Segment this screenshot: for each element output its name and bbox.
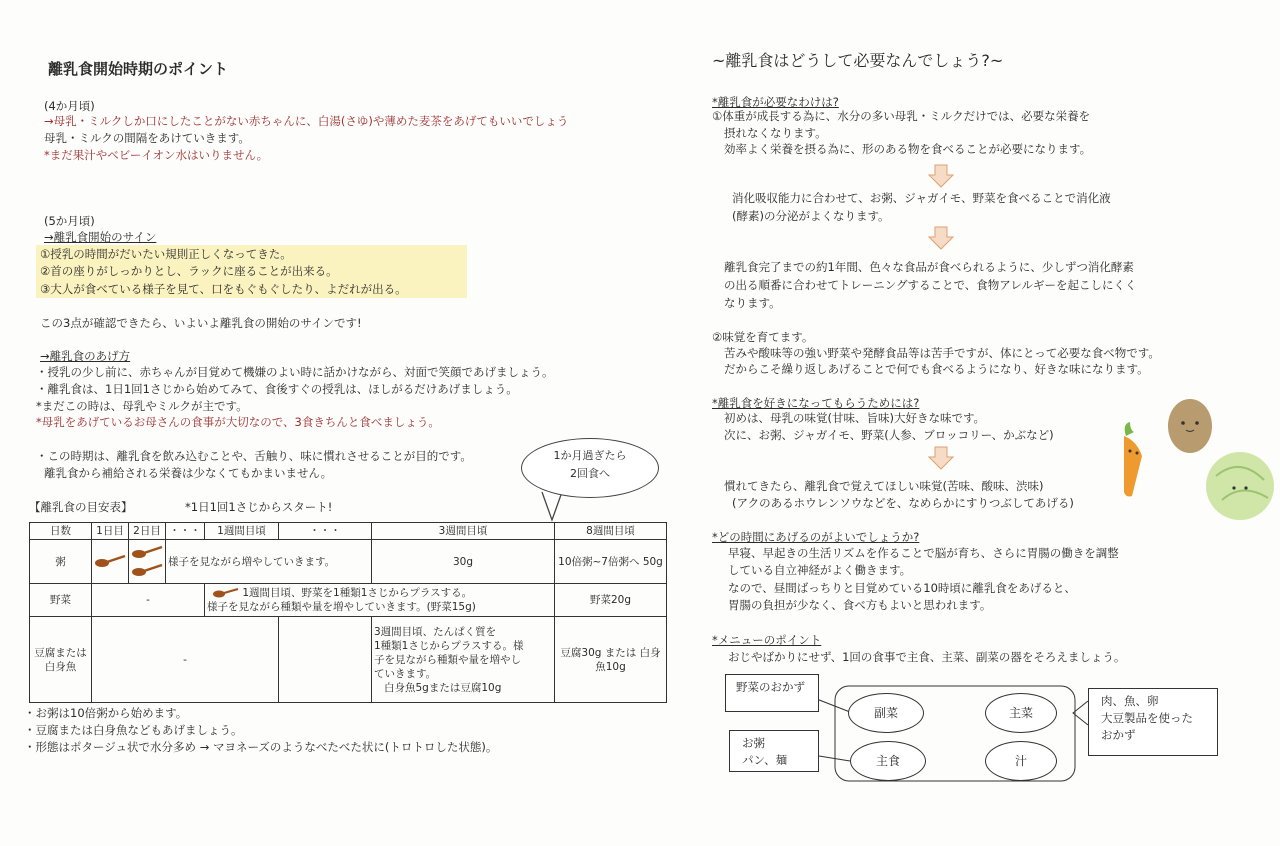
row-label-veg: 野菜	[30, 584, 92, 617]
why-line: の出る順番に合わせてトレーニングすることで、食物アレルギーを起こしにくく	[724, 278, 1137, 292]
why-heading: *離乳食が必要なわけは?	[712, 95, 839, 109]
box-main-line: 肉、魚、卵	[1101, 694, 1159, 708]
box-staple-line: パン、麺	[742, 753, 788, 767]
speech-bubble	[521, 438, 659, 498]
howto-line: *まだこの時は、母乳やミルクが主です。	[36, 399, 248, 413]
left-title: 離乳食開始時期のポイント	[48, 60, 229, 78]
box-main-dish	[1088, 688, 1218, 756]
box-staple-line: お粥	[742, 736, 765, 750]
cell-tofu-empty	[279, 617, 372, 703]
cell-veg-dash: -	[92, 584, 205, 617]
cell-porridge-w8: 10倍粥~7倍粥へ 50g	[555, 540, 667, 584]
table-caption: 【離乳食の目安表】	[29, 500, 133, 514]
m4-heading: (4か月頃)	[44, 99, 95, 113]
tofu-w3-line: 3週間目頃、たんぱく質を	[374, 625, 497, 638]
box-staple	[729, 730, 819, 772]
sign-heading: →離乳食開始のサイン	[44, 230, 157, 244]
like-line: (アクのあるホウレンソウなどを、なめらかにすりつぶしてあげる)	[732, 496, 1074, 510]
m4-line1: →母乳・ミルクしか口にしたことがない赤ちゃんに、白湯(さゆ)や薄めた麦茶をあげてもいいでしょう	[44, 114, 569, 128]
potato-icon	[1168, 399, 1212, 453]
m4-line3: *まだ果汁やベビーイオン水はいりません。	[44, 148, 269, 162]
sign-1: ①授乳の時間がだいたい規則正しくなってきた。	[40, 247, 292, 261]
when-line: なので、昼間ばっちりと目覚めている10時頃に離乳食をあげると、	[728, 581, 1076, 595]
carrot-icon	[1124, 422, 1142, 497]
spoon-icon	[131, 544, 163, 580]
cell-tofu-dash: -	[92, 617, 279, 703]
th-day1: 1日目	[92, 523, 129, 540]
oval-side-dish	[848, 693, 924, 733]
th-dots: ・・・	[279, 523, 372, 540]
cell-veg-text	[205, 584, 555, 617]
m5-heading: (5か月頃)	[44, 214, 95, 228]
oval-main-dish	[985, 693, 1057, 733]
row-label-porridge: 粥	[30, 540, 92, 584]
when-heading: *どの時間にあげるのがよいでしょうか?	[712, 530, 920, 544]
confirm-text: この3点が確認できたら、いよいよ離乳食の開始のサインです!	[40, 316, 362, 330]
right-title: ~離乳食はどうして必要なんでしょう?~	[712, 51, 1004, 70]
veg-text-line2: 様子を見ながら種類や量を増やしていきます。(野菜15g)	[207, 601, 476, 613]
th-week1: 1週間目頃	[205, 523, 279, 540]
why-line: なります。	[724, 296, 781, 310]
why-line: ①体重が成長する為に、水分の多い母乳・ミルクだけでは、必要な栄養を	[712, 109, 1091, 123]
oval-staple-label: 主食	[875, 754, 900, 768]
box-vegetable-side	[725, 674, 819, 712]
oval-side-dish-label: 副菜	[873, 706, 898, 720]
howto-heading: →離乳食のあげ方	[40, 349, 131, 363]
why-line: 摂れなくなります。	[724, 126, 827, 140]
when-line: 胃腸の負担が少なく、食べ方もよいと思われます。	[728, 598, 992, 612]
cell-porridge-w3: 30g	[372, 540, 555, 584]
down-arrow-icon	[928, 164, 954, 188]
oval-staple	[850, 741, 926, 781]
howto-line: ・授乳の少し前に、赤ちゃんが目覚めて機嫌のよい時に話かけながら、対面で笑顔であげましょう。	[36, 365, 554, 379]
veg-text-line1: 1週間目頃、野菜を1種類1さじからプラスする。	[242, 587, 473, 599]
taste-line: 苦みや酸味等の強い野菜や発酵食品等は苦手ですが、体にとって必要な食べ物です。	[724, 346, 1160, 360]
th-days: 日数	[30, 523, 92, 540]
period-line: ・この時期は、離乳食を飲み込むことや、舌触り、味に慣れさせることが目的です。	[36, 449, 472, 463]
why-line: 離乳食完了までの約1年間、色々な食品が食べられるように、少しずつ消化酵素	[724, 260, 1134, 274]
m4-line2: 母乳・ミルクの間隔をあけていきます。	[44, 131, 250, 145]
taste-heading: ②味覚を育てます。	[712, 330, 814, 344]
spoon-icon	[94, 553, 126, 571]
spoon-icon	[213, 587, 239, 599]
bubble-line: 1か月過ぎたら	[553, 449, 627, 462]
note: ・形態はポタージュ状で水分多め → マヨネーズのようなべたべた状に(トロトロした状態)。	[24, 740, 498, 754]
table-note: *1日1回1さじからスタート!	[185, 500, 333, 514]
box-vegetable-side-label: 野菜のおかず	[736, 680, 805, 694]
cell-day1	[92, 540, 129, 584]
row-label-tofu: 豆腐または白身魚	[30, 617, 92, 703]
th-week3: 3週間目頃	[372, 523, 555, 540]
bubble-line: 2回食へ	[570, 467, 610, 480]
note: ・豆腐または白身魚などもあげましょう。	[24, 723, 243, 737]
why-line: 消化吸収能力に合わせて、お粥、ジャガイモ、野菜を食べることで消化液	[732, 191, 1111, 205]
th-day2: 2日目	[129, 523, 166, 540]
note: ・お粥は10倍粥から始めます。	[24, 706, 188, 720]
menu-heading: *メニューのポイント	[712, 633, 822, 647]
tofu-w3-line: ていきます。	[374, 667, 437, 680]
vegetable-illustrations	[1112, 396, 1280, 528]
howto-red-line: *母乳をあげているお母さんの食事が大切なので、3食きちんと食べましょう。	[36, 415, 440, 429]
why-line: 効率よく栄養を摂る為に、形のある物を食べることが必要になります。	[724, 142, 1092, 156]
oval-soup-label: 汁	[1014, 754, 1027, 768]
howto-line: ・離乳食は、1日1回1さじから始めてみて、食後すぐの授乳は、ほしがるだけあげましょう。	[36, 382, 518, 396]
cell-tofu-w3	[372, 617, 555, 703]
box-main-line: おかず	[1101, 728, 1136, 742]
cell-porridge-text: 様子を見ながら増やしていきます。	[166, 540, 372, 584]
th-week8: 8週間目頃	[555, 523, 667, 540]
like-line: 次に、お粥、ジャガイモ、野菜(人参、ブロッコリー、かぶなど)	[724, 428, 1054, 442]
sign-3: ③大人が食べている様子を見て、口をもぐもぐしたり、よだれが出る。	[40, 282, 407, 296]
th-dots: ・・・	[166, 523, 205, 540]
why-line: (酵素)の分泌がよくなります。	[732, 209, 890, 223]
tofu-w3-line: 子を見ながら種類や量を増やし	[374, 653, 521, 666]
when-line: 早寝、早起きの生活リズムを作ることで脳が育ち、さらに胃腸の働きを調整	[728, 546, 1119, 560]
when-line: している自立神経がよく働きます。	[728, 563, 912, 577]
like-heading: *離乳食を好きになってもらうためには?	[712, 396, 920, 410]
like-line: 初めは、母乳の味覚(甘味、旨味)大好きな味です。	[724, 411, 986, 425]
oval-main-dish-label: 主菜	[1008, 706, 1033, 720]
cell-day2	[129, 540, 166, 584]
oval-soup	[985, 741, 1057, 781]
down-arrow-icon	[928, 226, 954, 250]
like-line: 慣れてきたら、離乳食で覚えてほしい味覚(苦味、酸味、渋味)	[724, 479, 1044, 493]
cell-veg-w8: 野菜20g	[555, 584, 667, 617]
menu-line: おじやばかりにせず、1回の食事で主食、主菜、副菜の器をそろえましょう。	[728, 650, 1126, 664]
cabbage-icon	[1206, 452, 1274, 520]
box-main-line: 大豆製品を使った	[1101, 711, 1193, 725]
down-arrow-icon	[928, 446, 954, 470]
period-line: 離乳食から補給される栄養は少なくてもかまいません。	[44, 466, 333, 480]
tofu-w3-line: 白身魚5gまたは豆腐10g	[384, 681, 502, 694]
taste-line: だからこそ繰り返しあげることで何でも食べるようになり、好きな味になります。	[724, 362, 1149, 376]
tofu-w3-line: 1種類1さじからプラスする。様	[374, 639, 524, 652]
cell-tofu-w8: 豆腐30g または 白身魚10g	[555, 617, 667, 703]
meal-table	[29, 522, 667, 703]
sign-2: ②首の座りがしっかりとし、ラックに座ることが出来る。	[40, 264, 338, 278]
